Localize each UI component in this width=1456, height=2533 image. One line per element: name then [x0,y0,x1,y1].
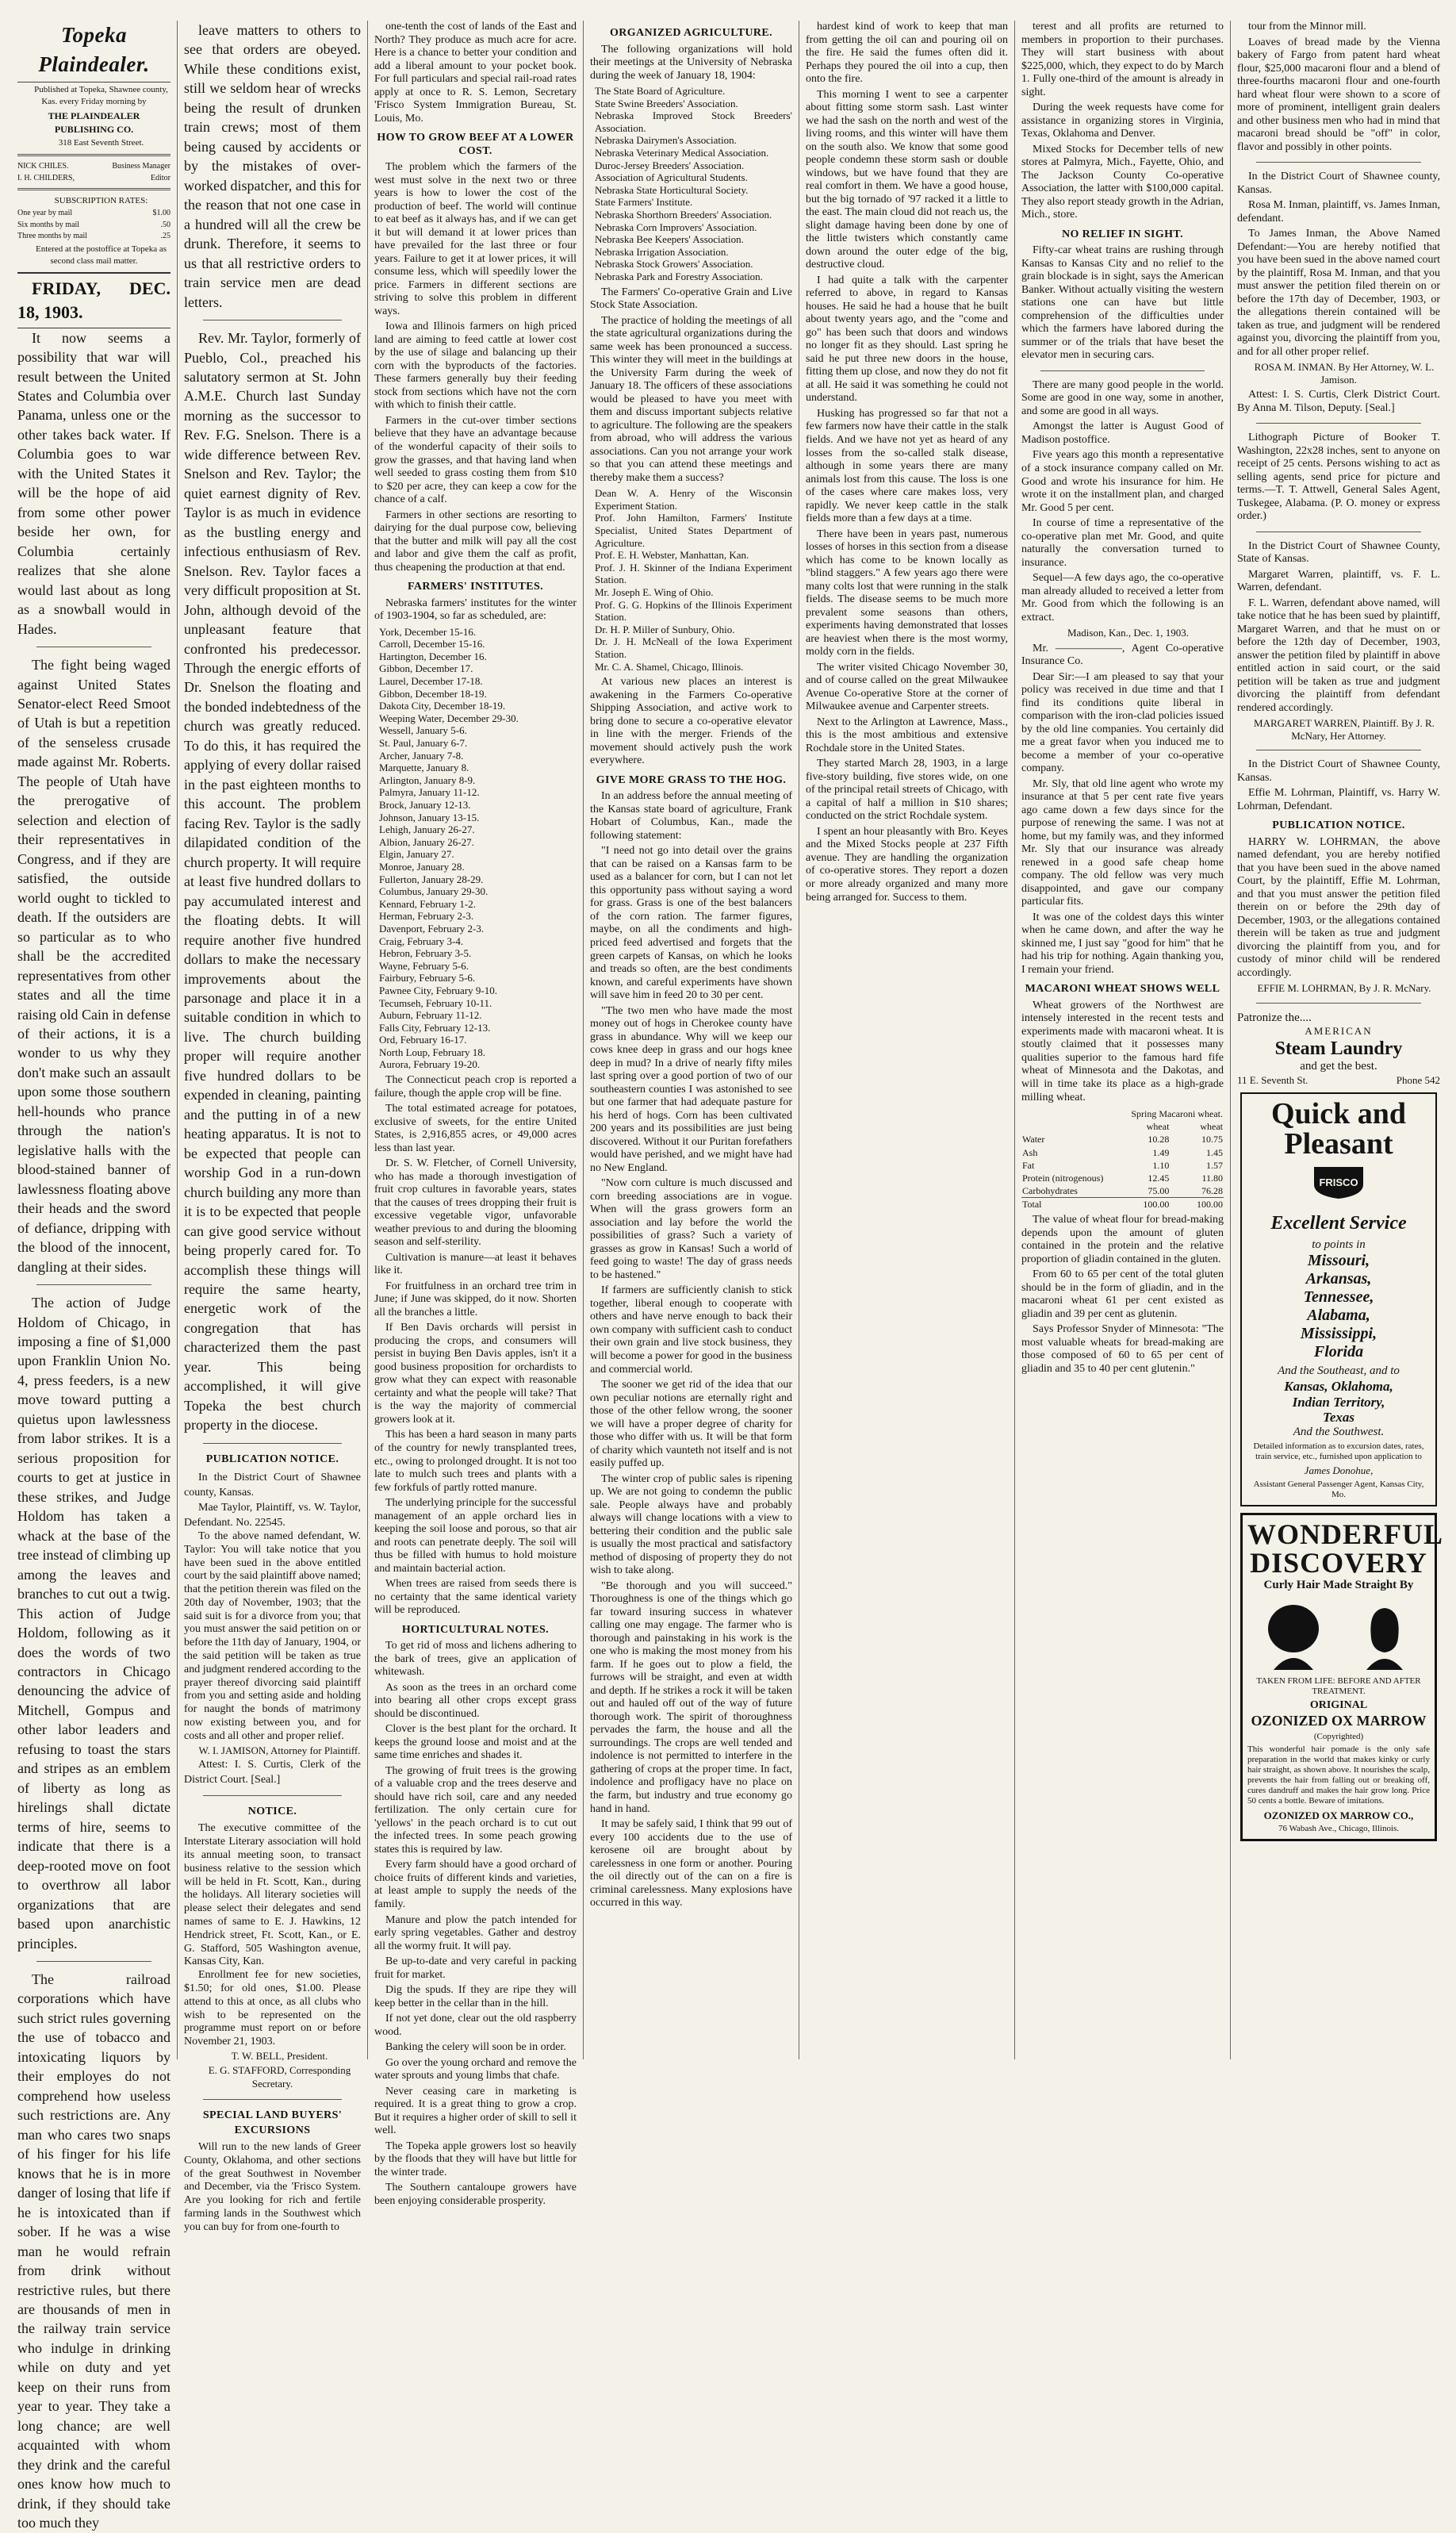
list-item: Falls City, February 12-13. [379,1021,491,1034]
frisco-ad-southeast: And the Southeast, and to [1278,1364,1400,1378]
column-4 [584,21,799,2059]
cooperative-association: The Farmers' Co-operative Grain and Live Stock State Association. [590,286,792,312]
list-item: Archer, January 7-8. [379,749,464,762]
table-row [1021,1159,1224,1172]
table-header-cell: wheat [1200,1121,1223,1133]
list-item: Hebron, February 3-5. [379,947,472,960]
list-item: Prof. J. H. Skinner of the Indiana Experiment Station. [595,561,792,586]
list-item: The State Board of Agriculture. [595,85,726,98]
manager-name: NICK CHILES. [17,161,69,171]
letter-body-2: Mr. Sly, that old line agent who wrote my insurance at that 5 per cent rate five years ago came down a few days since for the purpose of renewing the same. I was not at home, but my family was, and they informed Mr. Sly that our insurance was already renewed in a good safe cheap home company. The old fellow was very much disappointed, and gave our company particular fits. [1021,777,1224,908]
entered-notice: Entered at the postoffice at Topeka as second class mail matter. [36,244,167,266]
list-item: Nebraska Bee Keepers' Association. [595,233,744,246]
woman-before-portrait-icon [1258,1598,1329,1670]
issue-dateline: FRIDAY, DEC. 18, 1903. [17,272,171,328]
table-header-row [1021,1120,1224,1133]
before-after-portraits [1247,1598,1430,1670]
grass-hog-heading: GIVE MORE GRASS TO THE HOG. [596,773,787,786]
rates-heading: SUBSCRIPTION RATES: [54,196,148,206]
publication-notice-court: In the District Court of Shawnee county, Kansas. [184,1471,361,1499]
hort-note: The Southern cantaloupe growers have been enjoying considerable prosperity. [374,2182,577,2207]
list-item: State Farmers' Institute. [595,196,693,209]
staff-editor [17,173,171,184]
editor-title: Editor [151,173,171,182]
column-1 [11,21,178,2531]
list-item: Nebraska Veterinary Medical Association. [595,147,769,159]
list-item: St. Paul, January 6-7. [379,737,468,750]
inman-notice-parties: Rosa M. Inman, plaintiff, vs. James Inman, defendant. [1237,199,1440,225]
article-rev-taylor: Rev. Mr. Taylor, formerly of Pueblo, Col., preached his salutatory sermon at St. John A.M.E. Church last Sunday morning as the successor to Rev. F.G. Snelson. There is a wide difference between Rev. Snelson and Rev. Taylor; the quiet earnest dignity of Rev. Taylor is as much in evidence as the bustling energy and infectious enthusiasm of Rev. Snelson. Rev. Taylor faces a very difficult proposition at St. John, although devoid of the unpleasant feature that confronted his predecessor. Through the energic efforts of Dr. Snelson the floating and the bonded indebtedness of the church was greatly reduced. To do this, it has required the applying of every dollar raised in the past eighteen months to this account. The problem facing Rev. Taylor is the sadly dilapidated condition of the church property. It will require at least five hundred dollars to pay accumulated interest and the floating debts. It will require another five hundred dollars to make the necessary improvements about the parsonage and place it in a suitable condition in which to live. The church building proper will require another five hundred dollars to be expended in cleaning, painting and the putting in of a new heating apparatus. It is not to be expected that people can worship God in a run-down church building any more than it is to be expected that people can give good service without being properly cared for. To accomplish these things will require the same hearty, energetic work of the congregation that has characterized them the past year. This being accomplished, it will give Topeka the best church property in the diocese. [184,330,361,1433]
lohrman-notice-parties: Effie M. Lohrman, Plaintiff, vs. Harry W. Lohrman, Defendant. [1237,787,1440,812]
state-name: Indian Territory, [1292,1394,1385,1410]
divider [203,1443,342,1444]
lohrman-notice-heading: PUBLICATION NOTICE. [1272,819,1405,832]
frisco-ad-southwest: And the Southwest. [1293,1425,1385,1438]
list-item: Prof. John Hamilton, Farmers' Institute Specialist, United States Department of Agriculture. [595,512,792,549]
column-7 [1231,21,1446,2059]
grass-hog-body: "I need not go into detail over the grains that can be raised on a Kansas farm to be used as a balancer for corn, but I can not let this opportunity pass without saying a word for grass. Grass is one of the best balancers of the corn ration. The farmer figures, maybe, on all the condiments and high-priced feed advertised and forgets that the green carpets of Kansas, on which he looks and treads so often, are the best condiments known, and careful experiments have shown will save him in feed 20 to 30 per cent. [590,845,792,1002]
publication-notice-parties: Mae Taylor, Plaintiff, vs. W. Taylor, Defendant. No. 22545. [184,1501,361,1529]
list-item: Nebraska Corn Improvers' Association. [595,221,757,233]
beef-body-2: Iowa and Illinois farmers on high priced land are aiming to feed cattle at lower cost by the use of silage and balancing up their corn with the byproducts of the factories. These farmers generally buy their feeding stock from sections which have not the corn with which to finish their cattle. [374,320,577,412]
article-paragraph: This morning I went to see a carpenter about fitting some storm sash. Last winter we had the sash on the north and west of the living rooms, and this winter will have them on the south also. We know that some good people condemn these storm sash or double windows, but we have found that they are real comfort in them. We have a good house, but the big tornado of '97 racked it a little to the east. The main cloud did not reach us, the slight damage having been done by one of the little twisters which constantly came down around the outer edge of the big, destructive cloud. [806,88,1008,271]
article-paragraph: During the week requests have come for assistance in organizing stores in Virginia, Texas, Oklahoma and Denver. [1021,102,1224,140]
grass-hog-body-5: The sooner we get rid of the idea that our own peculiar notions are eternally right and those of the other fellow wrong, the sooner we will have a proper degree of charity for those who differ with us. It will be that form of charity which vaunteth not itself and is not easily puffed up. [590,1379,792,1470]
state-name: Mississippi, [1300,1325,1377,1343]
notice-heading: NOTICE. [247,1806,297,1818]
organized-agriculture-heading: ORGANIZED AGRICULTURE. [609,27,773,39]
table-cell: Carbohydrates [1022,1184,1078,1196]
state-name: Alabama, [1307,1307,1370,1325]
table-cell: Water [1022,1134,1045,1146]
publication-notice-heading: PUBLICATION NOTICE. [205,1453,339,1465]
table-row [1021,1146,1224,1159]
macaroni-body-4: Says Professor Snyder of Minnesota: "The most valuable wheats for bread-making are those composed of 60 to 65 per cent of gliadin and 35 to 40 per cent glutenin." [1021,1323,1224,1375]
table-row [1021,1198,1224,1211]
rates-rule [17,188,171,190]
masthead-title: Topeka Plaindealer. [17,21,171,83]
divider [1040,370,1205,371]
laundry-address: 11 E. Seventh St. [1237,1073,1308,1086]
frisco-ad-service: Excellent Service [1270,1213,1407,1234]
agriculture-body: The practice of holding the meetings of all the state agricultural organizations during the same week has been pronounced a success. This winter they will meet in the buildings at the University Farm during the week of January 18. The officers of these associations would be pleased to have you meet with them and discuss important subjects relative to agriculture. The following are the speakers from abroad, who will address the various associations. Can you not arrange your work so that you can attend these meetings and thereby make them a success? [590,314,792,484]
rate-year [17,208,171,219]
article-paragraph: The writer visited Chicago November 30, and of course called on the great Milwaukee Avenue Co-operative Store at the corner of Milwaukee avenue and Carpenter streets. [806,661,1008,713]
publication-notice-body: To the above named defendant, W. Taylor: You will take notice that you have been sued in the above entitled court by the said plaintiff above named; that the petition therein was filed on the 20th day of November, 1903; that the said suit is for a divorce from you; that you must answer the said petition on or before the 11th day of January, 1904, or the said petition will be taken as true and judgment rendered according to the prayer thereof divorcing said plaintiff from you and setting aside and holding for naught the bonds of matrimony now existing between you, and for costs and all other and proper relief. [184,1529,361,1742]
editorial-smoot: The fight being waged against United States Senator-elect Reed Smoot of Utah is but a repetition of the senseless crusade made against Mr. Roberts. The people of Utah have the prerogative of selection and election of their representatives in Congress, and if they are satisfied, the outside world ought to tickled to death. If the outsiders are so particular as to who shall be the accredited representatives from other states and all the time raising old Cain in defense of their actions, it is a wonder to us why they don't make such an assault upon some those southern hell-hounds who prance through the nation's legislative halls with the blood-stained banner of lawlessness floating above their heads and the sword of defiance, dripping with the blood of the innocent, dangling at their sides. [17,657,171,1275]
article-paragraph: terest and all profits are returned to members in proportion to their purchases. They will start business with about $225,000, which, they expect to do by March 1. Fully one-third of the amount is already in sight. [1021,21,1224,98]
manager-title: Business Manager [112,161,171,171]
hort-note: Every farm should have a good orchard of choice fruits of different kinds and varieties, at least ample to supply the needs of the family. [374,1859,577,1910]
article-paragraph: Next to the Arlington at Lawrence, Mass., this is the most ambitious and extensive Rochdale store in the United States. [806,716,1008,754]
laundry-name: Steam Laundry [1274,1038,1403,1059]
macaroni-body: Wheat growers of the Northwest are intensely interested in the recent tests and experiments made with macaroni wheat. It is stoutly claimed that it possesses many qualities superior to the famous hard fife wheat of Minnesota and the Dakotas, and will in time take its place as a high-grade milling wheat. [1021,999,1224,1103]
good-people-body-5: Sequel—A few days ago, the co-operative man already alluded to received a letter from Mr. Good from which the following is an extract. [1021,572,1224,624]
table-row [1021,1184,1224,1198]
list-item: Nebraska Irrigation Association. [595,245,729,258]
table-cell: 1.57 [1206,1159,1223,1171]
ox-marrow-subtitle: Curly Hair Made Straight By [1263,1578,1414,1591]
list-item: Association of Agricultural Students. [595,171,748,184]
divider [1256,423,1421,424]
excursion-body: Will run to the new lands of Greer County, Oklahoma, and other sections of the great Southwest in November and December, via the 'Frisco System. Are you looking for rich and fertile farming lands in the Southwest which you can buy for from one-fourth to [184,2141,361,2233]
table-cell: Protein (nitrogenous) [1022,1172,1104,1184]
list-item: Albion, January 26-27. [379,835,474,848]
table-row [1021,1133,1224,1146]
list-item: Brock, January 12-13. [379,799,471,811]
list-item: Arlington, January 8-9. [379,773,476,786]
rate-year-label: One year by mail [17,209,73,218]
frisco-ad-title-line-2: Pleasant [1284,1126,1393,1161]
table-cell: 11.80 [1201,1172,1223,1184]
article-paragraph: I spent an hour pleasantly with Bro. Keyes and the Mixed Stocks people at 237 Fifth avenue. They are handling the organization of co-operative stores. They report a dozen or more already organized and many more being arranged for. Success to them. [806,825,1008,904]
fletcher-note: Dr. S. W. Fletcher, of Cornell University, who has made a thorough investigation of fruit crop cultures in favorable years, states that the causes of trees dropping their fruit is excessive vegetable vigor, unfavorable weather previous to and during the blooming season and self-sterility. [374,1157,577,1249]
table-cell: Fat [1022,1159,1035,1171]
list-item: North Loup, February 18. [379,1046,485,1058]
column-6 [1015,21,1231,2059]
table-row [1021,1172,1224,1184]
article-paragraph: Husking has progressed so far that not a few farmers now have their cattle in the stalk fields. And we have not yet as heard of any losses from the so-called stalk disease, although in some years there are many animals lost from this cause. The loss is one of the cases where care makes loss, very rapidly. We never keep cattle in the stalk fields more than a few days at a time. [806,407,1008,525]
organizations-list [595,85,792,283]
table-header-cell [1021,1107,1117,1120]
table-header-cell [1021,1120,1117,1133]
list-item: State Swine Breeders' Association. [595,97,738,109]
good-people-body-4: In course of time a representative of the co-operative plan met Mr. Good, and quite naturally the conversation turned to insurance. [1021,517,1224,569]
publication-notice-attest: Attest: I. S. Curtis, Clerk of the District Court. [Seal.] [184,1759,361,1787]
list-item: Craig, February 3-4. [379,935,464,947]
list-item: Wessell, January 5-6. [379,724,467,737]
frisco-logo-text: FRISCO [1319,1176,1358,1188]
frisco-shield-icon [1311,1164,1366,1200]
grass-hog-intro: In an address before the annual meeting of the Kansas state board of agriculture, Frank Hobart of Columbus, Kan., made the following statement: [590,790,792,842]
grass-hog-body-7: "Be thorough and you will succeed." Thoroughness is one of the things which go far toward insuring success in whatever calling one may engage. The farmer who is thorough and painstaking in his work is the one who is making the most money from his farm. If he goes out to plow a field, the furrows will be straight, and even at width and depth. If he strikes a rock it will be taken out and hauled off out of the way of future thorough work. The spirit of thoroughness pervades the farm, the house and all the surroundings. The crops are well tended and indolence is not permitted to interfere in the gathering of crops at the proper time. In fact, indolence and profligacy have no place on the farm, but industry and true economy go hand in hand. [590,1579,792,1815]
ox-marrow-title-line-2: DISCOVERY [1250,1546,1427,1579]
warren-notice-signature: MARGARET WARREN, Plaintiff. By J. R. McNary, Her Attorney. [1254,717,1435,742]
rate-six-label: Six months by mail [17,220,80,229]
flour-composition-table [1021,1107,1224,1211]
ox-marrow-copyright: (Copyrighted) [1313,1732,1364,1742]
rate-three [17,231,171,242]
list-item: Dakota City, December 18-19. [379,700,506,712]
hort-note: Banking the celery will soon be in order. [385,2041,566,2054]
ox-marrow-body: This wonderful hair pomade is the only safe preparation in the world that makes kinky or curly hair straight, as shown above. It nourishes the scalp, prevents the hair from falling out or breaking off, cures dandruff and makes the hair grow long. Price 50 cents a bottle. Beware of imitations. [1247,1744,1430,1806]
hort-note: Dig the spuds. If they are ripe they will keep better in the cellar than in the hill. [374,1984,577,2009]
masthead-rule [17,154,171,156]
list-item: Mr. Joseph E. Wing of Ohio. [595,586,714,599]
divider [1256,162,1421,163]
editorial-railroad: The railroad corporations which have such strict rules governing the use of tobacco and intoxicating liquors by their employes do not comprehend how useless such restrictions are. Any man who cares two snaps of his finger for his life knows that he is in more danger of losing that life if he is intoxicated than if sober. If he was a wise man he would refrain from drink without restrictive rules, but there are thousands of men in the railway train service who indulge in drinking while on duty and yet keep on their runs from year to year. They take a long chance; are well acquainted with whom they drink and the careful ones know how much to drink, if they should take too much they [17,1971,171,2531]
no-relief-heading: NO RELIEF IN SIGHT. [1061,228,1184,240]
frisco-ad-agent: James Donohue, [1304,1464,1374,1477]
hort-note: Be up-to-date and very careful in packing fruit for market. [374,1955,577,1981]
publication-notice-signature: W. I. JAMISON, Attorney for Plaintiff. [198,1744,361,1756]
warren-notice-parties: Margaret Warren, plaintiff, vs. F. L. Warren, defendant. [1237,568,1440,594]
lithograph-ad: Lithograph Picture of Booker T. Washington, 22x28 inches, sent to anyone on receipt of 25 cents. Persons wishing to act as selling agents, send price for picture and terms.—T. T. Attwell, General Sales Agent, Tuskegee, Alabama. (P. O. money or express order.) [1237,432,1440,523]
beef-heading: HOW TO GROW BEEF AT A LOWER COST. [377,132,574,157]
laundry-patronize: Patronize the.... [1237,1011,1312,1024]
list-item: Gibbon, December 17. [379,662,473,675]
laundry-phone: Phone 542 [1396,1073,1440,1086]
list-item: Fairbury, February 5-6. [379,972,476,984]
list-item: Kennard, February 1-2. [379,897,477,910]
list-item: Mr. C. A. Shamel, Chicago, Illinois. [595,660,744,673]
peach-note: The Connecticut peach crop is reported a failure, though the apple crop will be fine. [374,1074,577,1100]
table-header-cell: wheat [1146,1121,1170,1133]
list-item: Fullerton, January 28-29. [379,873,484,885]
list-item: Aurora, February 19-20. [379,1058,481,1071]
state-name: Florida [1313,1343,1364,1361]
list-item: Columbus, January 29-30. [379,885,489,898]
letter-place: Madison, Kan., Dec. 1, 1903. [1067,627,1190,639]
acreage-note: The total estimated acreage for potatoes, exclusive of sweets, for the entire United States, is 2,916,855 acres, or 49,000 acres less than last year. [374,1103,577,1154]
rate-three-label: Three months by mail [17,232,88,241]
hort-note: To get rid of moss and lichens adhering to the bark of trees, give an application of whitewash. [374,1640,577,1679]
principle-note: The underlying principle for the successful management of an apple orchard lies in keeping the soil loose and porous, so that air and roots can penetrate deeply. The soil will thus be filled with humus to hold moisture and maintain bacterial action. [374,1497,577,1575]
table-cell: 1.49 [1152,1146,1170,1158]
article-paragraph: tour from the Minnor mill. [1248,21,1366,33]
list-item: Nebraska Shorthorn Breeders' Association. [595,209,772,221]
state-name: Texas [1323,1410,1354,1426]
article-paragraph: There have been in years past, numerous losses of horses in this section from a disease which has come to be known locally as "blind staggers." A few years ago there were many colts lost that were running in the stalk fields. The disease seems to be much more prevalent some seasons than others, experiments having demonstrated that losses are heaviest when there is the most wormy, moldy corn in the fields. [806,528,1008,658]
state-name: Arkansas, [1305,1270,1372,1288]
horticultural-heading: HORTICULTURAL NOTES. [401,1623,550,1636]
rate-three-price: .25 [160,232,171,241]
frisco-ad [1240,1092,1437,1506]
excursion-continued: one-tenth the cost of lands of the East and North? They produce as much acre for acre. Here is a chance to better your condition and add a liberal amount to your pocket book. For full particulars and special rail-road rates apply at once to R. S. Lemon, Secretary 'Frisco System Immigration Bureau, St. Louis, Mo. [374,21,577,125]
notice-body: The executive committee of the Interstate Literary association will hold its annual meeting soon, to transact business relative to the session which will be held in Ft. Scott, Kan., during the holidays. All literary societies will please select their delegates and send names of same to E. J. Hawkins, 12 Hendrick street, Ft. Scott, Kan., or E. G. Stafford, 505 Washington avenue, Kansas City, Kan. [184,1822,361,1968]
rate-year-price: $1.00 [152,209,171,218]
divider [203,1795,342,1796]
column-3 [368,21,584,2207]
inman-notice-signature: ROSA M. INMAN. By Her Attorney, W. L. Jamison. [1254,361,1435,386]
list-item: Dr. J. H. McNeall of the Iowa Experiment Station. [595,635,792,661]
speakers-list [595,487,792,673]
inman-notice-body: To James Inman, the Above Named Defendant:—You are hereby notified that you have been sued in the above named court by the plaintiff, Rosa M. Inman, and that you must answer the petition filed therein on or before the 17th day of December, 1903, or the allegations therein contained will be taken as true, and judgment will be rendered against you, divorcing the plaintiff from you, and for all other proper relief. [1237,228,1440,358]
grass-hog-body-6: The winter crop of public sales is ripening up. We are not going to condemn the public sale. People always have and probably always will change locations with a view to bettering their condition and the public sale is usually the most practical and satisfactory method of disposing of property they do not wish to take along. [590,1472,792,1577]
list-item: Nebraska Stock Growers' Association. [595,258,753,271]
table-cell: 100.00 [1143,1199,1170,1211]
letter-body-3: It was one of the coldest days this winter when he came down, and after the way he skinned me, I just say "good for him" that he had his trip for nothing. Again thanking you, I remain your friend. [1021,911,1224,976]
table-cell: 10.28 [1148,1134,1170,1146]
divider [1256,1003,1421,1004]
inman-notice-attest: Attest: I. S. Curtis, Clerk District Court. By Anna M. Tilson, Deputy. [Seal.] [1237,389,1440,414]
hort-note: Clover is the best plant for the orchard. It keeps the ground loose and moist and at the same time enriches and shades it. [374,1723,577,1762]
good-people-body-2: Amongst the latter is August Good of Madison postoffice. [1021,420,1224,446]
table-header-row [1021,1107,1224,1120]
excursion-heading: SPECIAL LAND BUYERS' EXCURSIONS [202,2109,343,2137]
laundry-ad [1237,1011,1440,1086]
grass-hog-body-3: "Now corn culture is much discussed and corn breeding associations are in vogue. When will the grass growers form an association and lay before the world the possibilities of grass? Such a variety of grasses as grow in Kansas! Such a world of feed going to waste! The day of grass needs to be hastened." [590,1177,792,1281]
good-people-body-3: Five years ago this month a representative of a stock insurance company called on Mr. Good and wrote his insurance for him. He wrote it on the installment plan, and charged Mr. Good 5 per cent. [1021,449,1224,514]
list-item: Nebraska Improved Stock Breeders' Association. [595,109,792,134]
list-item: Prof. G. G. Hopkins of the Illinois Experiment Station. [595,598,792,624]
institutes-intro: Nebraska farmers' institutes for the winter of 1903-1904, so far as scheduled, are: [374,597,577,623]
list-item: Palmyra, January 11-12. [379,786,480,799]
list-item: Wayne, February 5-6. [379,959,469,972]
laundry-tagline: and get the best. [1300,1059,1377,1073]
list-item: Davenport, February 2-3. [379,922,485,935]
seeds-note: When trees are raised from seeds there is no certainty that the same identical variety will be reproduced. [374,1578,577,1617]
beef-body: The problem which the farmers of the west must solve in the next two or three years is how to lower the cost of the production of beef. The world will continue to eat beef as it always has, and if we can get it but will demand it at lower prices than have prevailed for the last three or four years. Failure to get it at lower prices, it will consume less, which will speedily lower the price. Farmers in different sections are striving to solve this problem in different ways. [374,161,577,317]
ox-marrow-address: 76 Wabash Ave., Chicago, Illinois. [1278,1824,1400,1834]
grass-hog-body-2: "The two men who have made the most money out of hogs in Cherokee county have grass in abundance. Why will we keep our cows knee deep in grass and our hogs knee deep in mud? In a drive of nearly fifty miles last spring over a good portion of two of our southeastern counties I was astonished to see but one farmer that had adequate pasture for his herd of hogs. Corn has been cultivated 200 years and its possibilities are just being discovered. Without it our Puritan forefathers would have perished, and we might have had no New England. [590,1004,792,1174]
editorial-holdom: The action of Judge Holdom of Chicago, in imposing a fine of $1,000 upon Franklin Union No. 4, press feeders, is a new move toward putting a quietus upon lawlessness from labor strikes. It is a serious proposition for courts to get at justice in these strikes, and Judge Holdom has taken a whack at the base of the tree instead of climbing up among the leaves and branches to cut out a twig. This action of Judge Holdom, following as it does the words of two contractors in Chicago denouncing the advice of Mitchell, Gompus and other labor leaders and refusing to toast the stars and stripes as an emblem of liberty as long as hirelings shall dictate terms of hire, seems to indicate that there is a deep-rooted move on foot to overthrow all labor organizations that are based upon anarchistic principles. [17,1295,171,1952]
state-name: Kansas, Oklahoma, [1284,1379,1393,1395]
column-5 [799,21,1015,2059]
editorial-railroad-continued: leave matters to others to see that orders are obeyed. While these conditions exist, still we seldom hear of wrecks being the result of drunken train crews; most of them being caused by accidents or by the mistakes of over-worked dispatcher, and this for the reason that not one case in a hundred will all the crew be drunk. Therefore, it seems to us that all restrictive orders to train service men are dead letters. [184,22,361,310]
divider [36,1284,151,1285]
hort-note: The Topeka apple growers lost so heavily by the floods that they will have but little for the winter trade. [374,2140,577,2178]
list-item: Lehigh, January 26-27. [379,823,475,836]
laundry-american: AMERICAN [1305,1025,1373,1038]
laundry-address-line [1237,1074,1440,1086]
frisco-ad-agent-title: Assistant General Passenger Agent, Kansas City, Mo. [1253,1479,1424,1499]
frisco-ad-title-line-1: Quick and [1270,1096,1407,1130]
inman-notice-court: In the District Court of Shawnee county, Kansas. [1237,171,1440,196]
page-columns [11,21,1445,2531]
letter-body: Dear Sir:—I am pleased to say that your policy was received in due time and that I find its conditions quite liberal in comparison with the iron-clad policies issued by the old line companies. You certainly did me a great favor when you induced me to become a member of your co-operative company. [1021,670,1224,775]
ox-marrow-title-line-1: WONDERFUL [1247,1518,1444,1550]
grass-hog-body-4: If farmers are sufficiently clanish to stick together, liberal enough to cooperate with others and have nerve enough to back their own company with sufficient cash to conduct their own grain and live stock business, they will become a power for good in the business and commercial world. [590,1284,792,1376]
hort-note: Manure and plow the patch intended for early spring vegetables. Gather and destroy all the wormy fruit. It will pay. [374,1913,577,1952]
article-paragraph: hardest kind of work to keep that man from getting the oil can and pouring oil on the fire. He said the fumes often did it. Perhaps they poured the oil into a cup, then onto the fire. [806,21,1008,86]
ox-marrow-ad [1240,1513,1444,1841]
staff-manager [17,161,171,172]
beef-body-3: Farmers in the cut-over timber sections believe that they have an advantage because of the wonderful capacity of their soils to grow the grasses, and that having land when well seeded to grass costing them from $10 to $20 per acre, they can keep a cow for the chance of a calf. [374,414,577,506]
list-item: Prof. E. H. Webster, Manhattan, Kan. [595,549,749,562]
list-item: Monroe, January 28. [379,860,465,873]
list-item: Herman, February 2-3. [379,910,474,923]
masthead-published: Published at Topeka, Shawnee county, Kas. every Friday morning by [34,85,168,107]
macaroni-body-3: From 60 to 65 per cent of the total gluten should be in the form of gliadin, and in the macaroni wheat 61 per cent existed as gliadin and 39 per cent as glutenin. [1021,1268,1224,1320]
list-item: Ord, February 16-17. [379,1034,467,1046]
list-item: Nebraska Park and Forestry Association. [595,270,763,282]
table-header-cell: Spring Macaroni wheat. [1131,1108,1223,1120]
lohrman-notice-signature: EFFIE M. LOHRMAN, By J. R. McNary. [1257,982,1431,995]
list-item: Nebraska State Horticultural Society. [595,183,749,196]
table-cell: 12.45 [1148,1172,1170,1184]
article-paragraph: Mixed Stocks for December tells of new stores at Palmyra, Mich., Fayette, Ohio, and The Jackson County Co-operative Association, the latter with $100,000 capital. They also report steady growth in the Adrian, Mich., store. [1021,143,1224,221]
editor-name: I. H. CHILDERS, [17,173,75,182]
fruit-note: For fruitfulness in an orchard tree trim in June; if June was skipped, do it now. Shorten all the branches a little. [374,1280,577,1318]
warren-notice-court: In the District Court of Shawnee County, State of Kansas. [1237,539,1440,566]
ox-marrow-caption: TAKEN FROM LIFE: BEFORE AND AFTER TREATMENT. [1256,1676,1421,1697]
notice-signature-secretary: E. G. STAFFORD, Corresponding Secretary. [208,2063,351,2090]
agriculture-body-3: At various new places an interest is awakening in the Farmers Co-operative Shipping Association, and active work to bring done to secure a co-operative elevator in line with the merger. Friends of the movement should actively push the work everywhere. [590,676,792,767]
table-cell: Ash [1022,1146,1038,1158]
hort-note: If not yet done, clear out the old raspberry wood. [374,2013,577,2038]
article-paragraph: I had quite a talk with the carpenter referred to above, in regard to Kansas houses. He said he had a house that he built about twenty years ago, and the "come and go" has been such that doors and windows no longer fit as they should. Last spring he said he put three new doors in the house, fitting them up close, and now they do not fit at all. He said it was something he could not understand. [806,274,1008,405]
ox-marrow-original: ORIGINAL [1309,1699,1368,1712]
list-item: Elgin, January 27. [379,848,454,861]
column-2 [178,21,368,2233]
list-item: Nebraska Dairymen's Association. [595,134,737,147]
institutes-list [379,626,577,1071]
table-cell: 1.45 [1206,1146,1223,1158]
list-item: Marquette, January 8. [379,762,469,774]
list-item: Johnson, January 13-15. [379,811,480,823]
institutes-heading: FARMERS' INSTITUTES. [407,581,544,593]
list-item: York, December 15-16. [379,625,477,638]
organized-agriculture-intro: The following organizations will hold their meetings at the University of Nebraska during the week of January 18, 1904: [590,43,792,82]
state-name: Missouri, [1307,1252,1370,1270]
macaroni-heading: MACARONI WHEAT SHOWS WELL [1025,983,1220,996]
rate-six-price: .50 [160,220,171,229]
table-cell: 100.00 [1197,1199,1223,1211]
frisco-ad-info: Detailed information as to excursion dates, rates, train service, etc., furnished upon application to [1253,1441,1424,1462]
hort-note: Go over the young orchard and remove the water sprouts and young limbs that chafe. [374,2056,577,2082]
list-item: Hartington, December 16. [379,650,487,662]
table-cell: 76.28 [1201,1184,1223,1196]
list-item: Dr. H. P. Miller of Sunbury, Ohio. [595,623,735,635]
editorial-panama: It now seems a possibility that war will result between the United States and Columbia over Panama, unless one or the other takes back water. If Columbia goes to war with the United States it will be the hope of aid from some other power beside her own, for Columbia certainly realizes that she alone would last about as long as a snowball would in Hades. [17,329,171,637]
article-paragraph: Loaves of bread made by the Vienna bakery of Fargo from patent hard wheat flour, $25,000 macaroni flour and a blend of three-fourths macaroni flour and one-fourth hard wheat flour were shown to a score of more of prominent, intelligent grain dealers and other business men who had in mind that macaroni bread should be "off" in color, flavor and possibly in other points. [1237,36,1440,153]
hort-note: Never ceasing care in marketing is required. It is a great thing to grow a crop. But it requires a higher order of skill to sell it well. [374,2085,577,2137]
ox-marrow-product: OZONIZED OX MARROW [1251,1712,1427,1729]
list-item: Duroc-Jersey Breeders' Association. [595,159,745,171]
table-cell: 1.10 [1152,1159,1170,1171]
table-cell: 10.75 [1201,1134,1223,1146]
beef-body-4: Farmers in other sections are resorting to dairying for the dual purpose cow, believing that the butter and milk will pay all the cost and labor and give them the calf as profit, thus cheapening the production at that end. [374,509,577,574]
lohrman-notice-body: HARRY W. LOHRMAN, the above named defendant, you are hereby notified that you have been sued in the above named Court, by the plaintiff, Effie M. Lohrman, and that you must answer the petition filed therein on or before the 29th day of December, 1903, or the allegations contained therein will be taken as true and judgment divorcing the plaintiff from you, and for custody of minor child will be rendered accordingly. [1237,835,1440,979]
list-item: Pawnee City, February 9-10. [379,984,497,996]
table-cell: Total [1022,1199,1042,1211]
manure-note: Cultivation is manure—at least it behaves like it. [374,1251,577,1277]
list-item: Tecumseh, February 10-11. [379,996,492,1009]
warren-notice-body: F. L. Warren, defendant above named, will take notice that he has been sued by plaintiff, Margaret Warren, and that he must on or before the 12th day of December, 1903, answer the petition filed by plaintiff in above entitled action in said court, or the said petition will be taken as true and judgment divorcing the plaintiff from defendant rendered accordingly. [1237,597,1440,714]
no-relief-body: Fifty-car wheat trains are rushing through Kansas to Kansas City and no relief to the grain blockade is in sight, says the American Banker. Without actually visiting the western stations one can have but little comprehension of the difficulties under which the farmers have labored during the summer or of the trials that have beset the elevator men in securing cars. [1021,244,1224,362]
ben-davis-note: If Ben Davis orchards will persist in producing the crops, and consumers will persist in buying Ben Davis apples, isn't it a good business proposition for orchardists to grow what they can expect with reasonable certainty and what the people will take? That is the way the majority of commercial growers look at it. [374,1322,577,1426]
list-item: Auburn, February 11-12. [379,1009,482,1022]
article-paragraph: They started March 28, 1903, in a large five-story building, five stores wide, on one of the principal retail streets of Chicago, with a capital of half a million in $10 shares; conducted on the strict Rochdale system. [806,758,1008,823]
divider [36,1961,151,1962]
notice-signature-president: T. W. BELL, President. [231,2049,328,2062]
masthead-address: 318 East Seventh Street. [58,137,144,148]
good-people-body: There are many good people in the world. Some are good in one way, some in another, and some are good in all ways. [1021,378,1224,417]
rate-six [17,220,171,231]
notice-body-2: Enrollment fee for new societies, $1.50; for old ones, $1.00. Please attend to this at once, as all clubs who wish to be represented on the programme must report on or before November 21, 1903. [184,1969,361,2048]
list-item: Dean W. A. Henry of the Wisconsin Experiment Station. [595,487,792,512]
hort-note: As soon as the trees in an orchard come into bearing all other crops except grass should be discontinued. [374,1681,577,1720]
table-cell: 75.00 [1148,1184,1170,1196]
macaroni-body-2: The value of wheat flour for bread-making depends upon the amount of gluten contained in the protein and the relative proportion of gliadin contained in the gluten. [1021,1214,1224,1265]
list-item: Gibbon, December 18-19. [379,687,487,700]
state-name: Tennessee, [1303,1288,1374,1307]
hort-note: The growing of fruit trees is the growing of a valuable crop and the trees deserve and should have rich soil, care and any needed fertilization. The only certain cure for 'yellows' in the peach orchard is to cut out the infected trees. In some peach growing states this is required by law. [374,1764,577,1856]
list-item: Carroll, December 15-16. [379,638,485,651]
letter-to: Mr. ——————, Agent Co-operative Insurance Co. [1021,642,1224,668]
grass-hog-body-8: It may be safely said, I think that 99 out of every 100 accidents due to the use of kerosene oil are brought about by carelessness in one form or another. Pouring the oil directly out of the can on a fire is criminal carelessness. Many explosions have occurred in this way. [590,1818,792,1909]
masthead-publisher: THE PLAINDEALER PUBLISHING CO. [48,110,140,135]
ox-marrow-company: OZONIZED OX MARROW CO., [1263,1809,1414,1821]
divider [203,2099,342,2100]
list-item: Laurel, December 17-18. [379,675,483,688]
drought-note: This has been a hard season in many parts of the country for newly transplanted trees, etc., owing to prolonged drought. It is not too late to mulch such trees and plants with a few forkfuls of partly rotted manure. [374,1429,577,1494]
woman-after-portrait-icon [1349,1598,1420,1670]
lohrman-notice-court: In the District Court of Shawnee County, Kansas. [1237,758,1440,784]
frisco-ad-to: to points in [1312,1238,1366,1251]
list-item: Weeping Water, December 29-30. [379,712,519,724]
